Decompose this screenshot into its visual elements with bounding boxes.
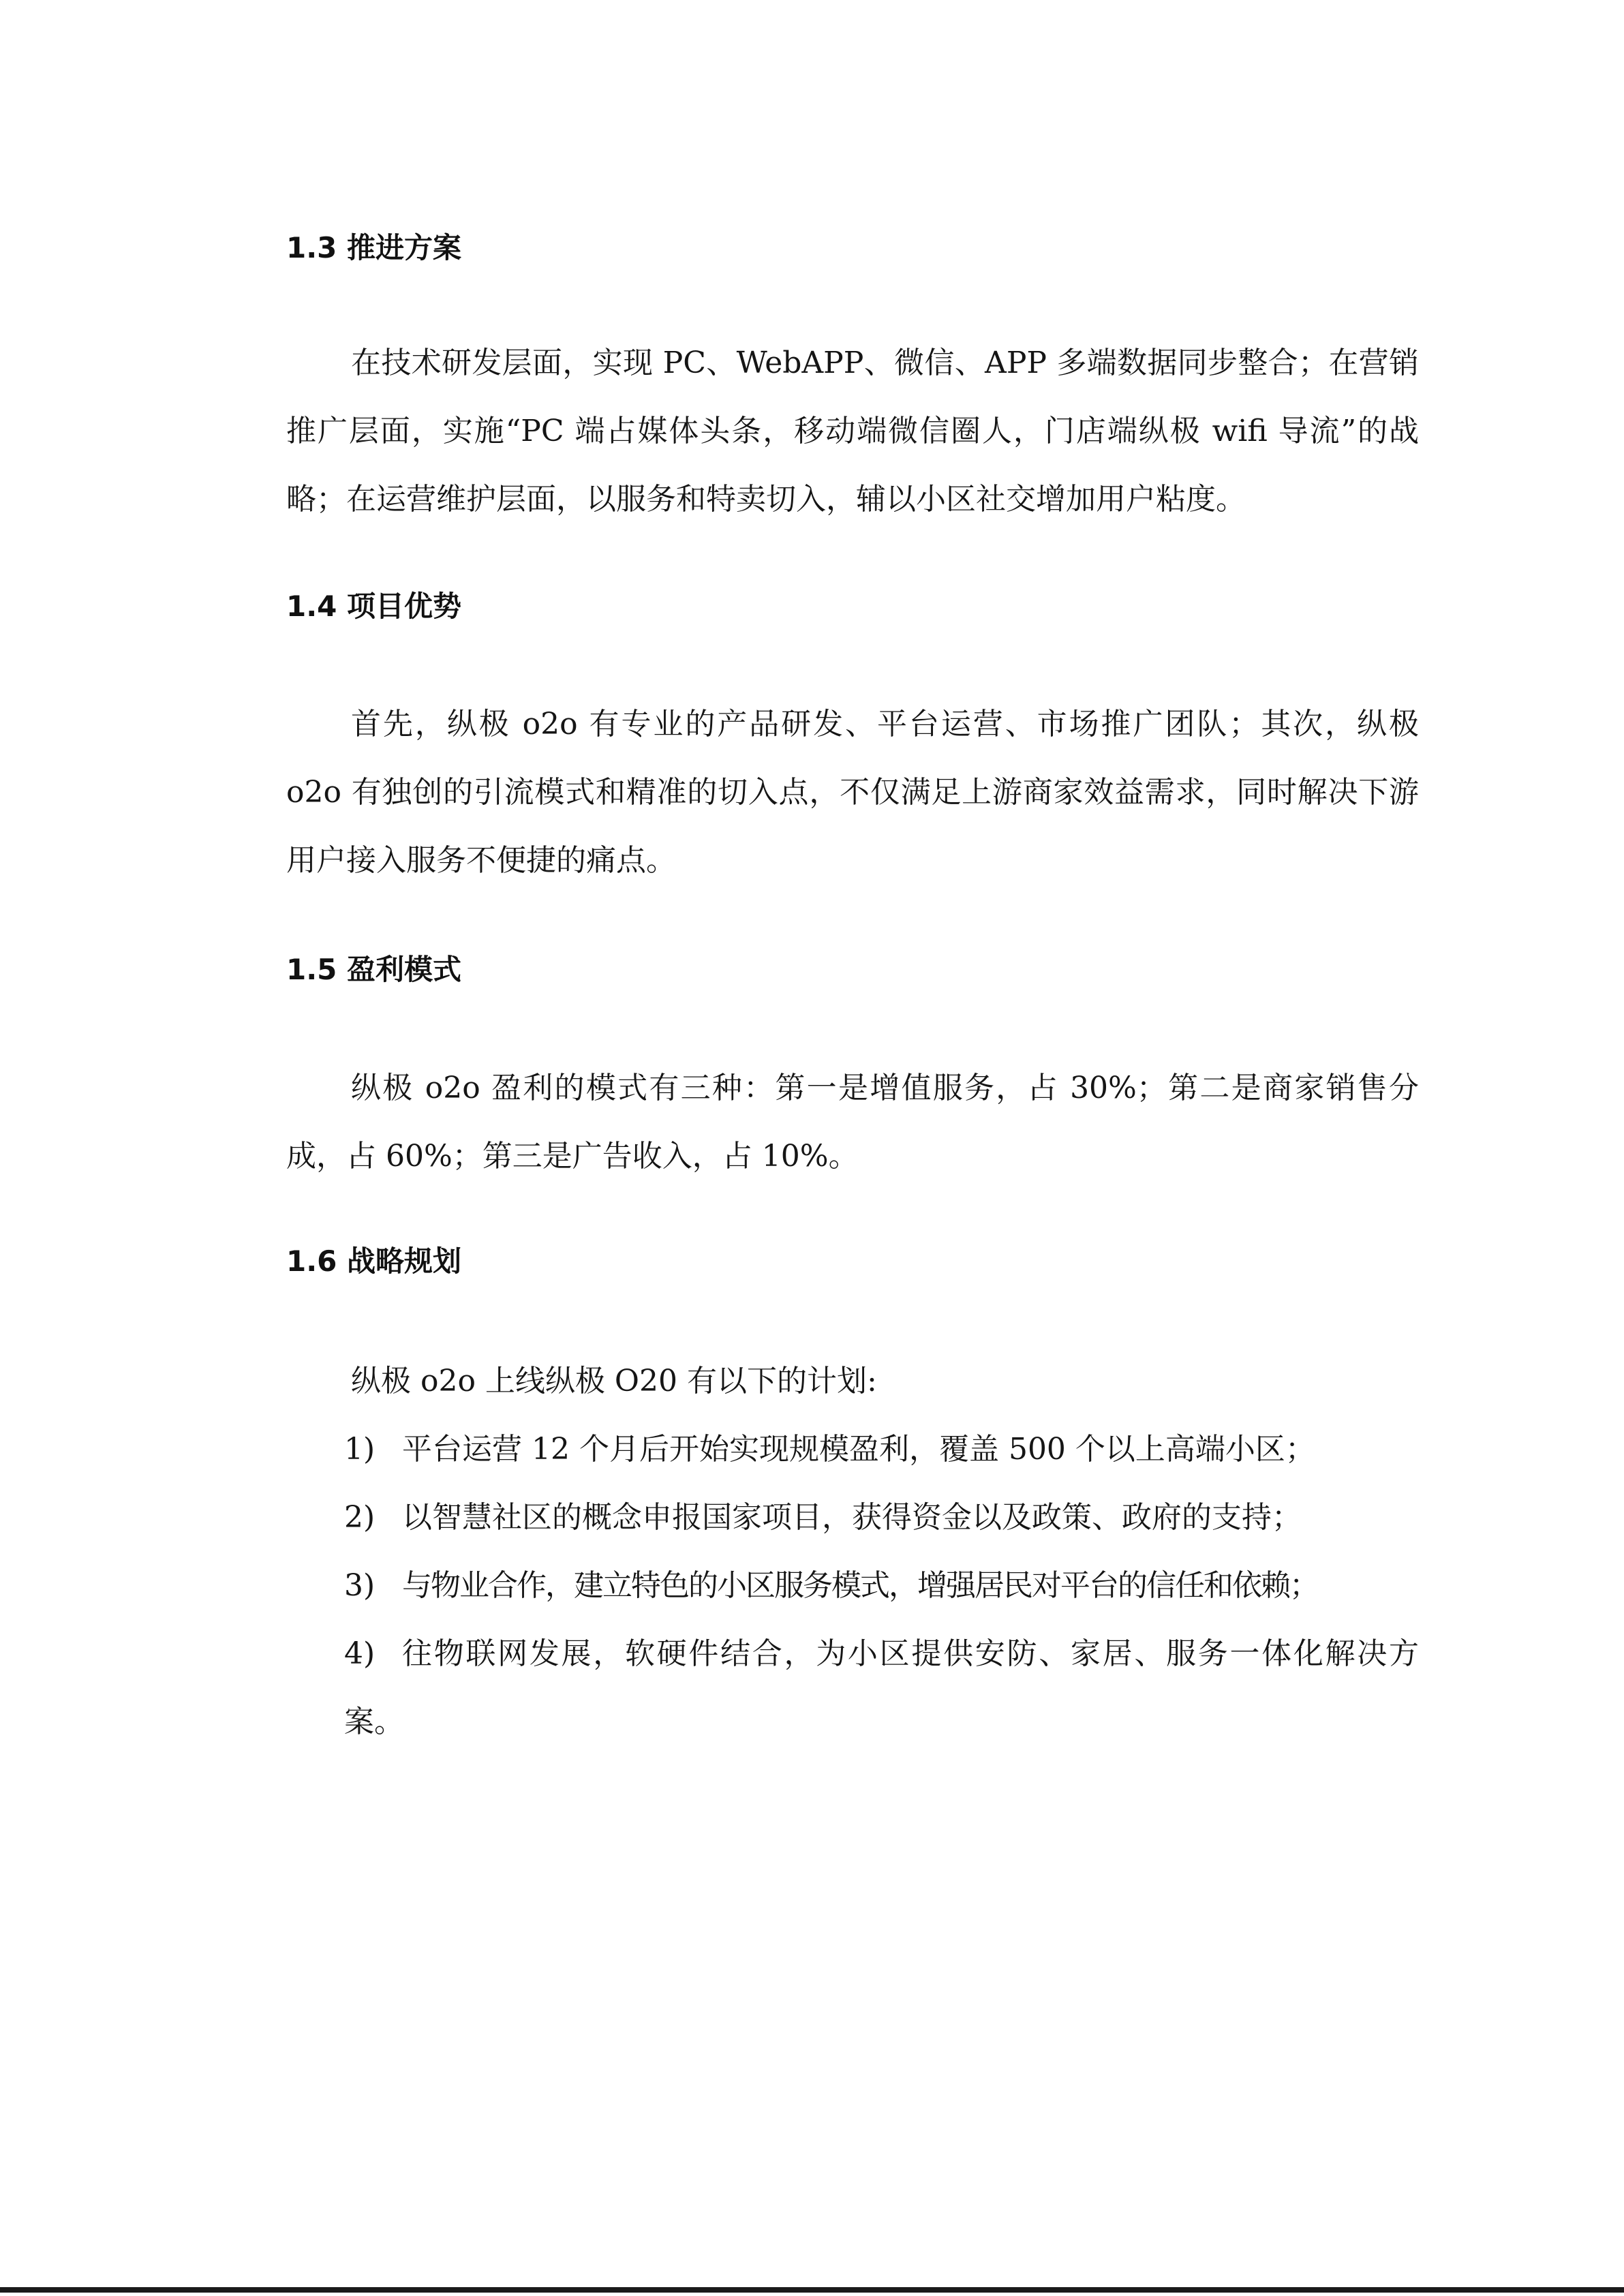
section-heading-1-6: 1.6 战略规划 (286, 1244, 462, 1278)
plan-item (344, 1552, 1419, 1620)
section-heading-1-4: 1.4 项目优势 (286, 590, 462, 623)
plan-item-number: 3) (344, 1568, 376, 1603)
plan-item-text: 以智慧社区的概念申报国家项目，获得资金以及政策、政府的支持； (402, 1500, 1302, 1535)
plan-item-text: 平台运营 12 个月后开始实现规模盈利，覆盖 500 个以上高端小区； (402, 1432, 1315, 1467)
section-body-1-3: 在技术研发层面，实现 PC、WebAPP、微信、APP 多端数据同步整合；在营销推广层面，实施“PC 端占媒体头条，移动端微信圈人，门店端纵极 wifi 导流”的战略；在运营维护层面，以服务和特卖切入，辅以小区社交增加用户粘度。 (286, 346, 1419, 517)
plan-item (344, 1484, 1419, 1552)
plan-item-number: 1) (344, 1432, 376, 1467)
plan-item-text: 与物业合作，建立特色的小区服务模式，增强居民对平台的信任和依赖； (402, 1568, 1318, 1603)
plan-item (344, 1620, 1419, 1756)
plan-item-number: 4) (344, 1636, 376, 1671)
plan-item-text: 往物联网发展，软硬件结合，为小区提供安防、家居、服务一体化解决方案。 (344, 1636, 1419, 1739)
section-body-1-5: 纵极 o2o 盈利的模式有三种：第一是增值服务，占 30%；第二是商家销售分成，占 60%；第三是广告收入，占 10%。 (286, 1071, 1419, 1174)
section-body-1-4: 首先，纵极 o2o 有专业的产品研发、平台运营、市场推广团队；其次，纵极 o2o 有独创的引流模式和精准的切入点，不仅满足上游商家效益需求，同时解决下游用户接入服务不便捷的痛点。 (286, 707, 1419, 878)
section-heading-1-5: 1.5 盈利模式 (286, 953, 462, 986)
plan-intro: 纵极 o2o 上线纵极 O20 有以下的计划: (351, 1364, 877, 1398)
section-heading-1-3: 1.3 推进方案 (286, 231, 462, 264)
plan-item (344, 1415, 1419, 1484)
bottom-edge-line (0, 2287, 1624, 2293)
plan-item-number: 2) (344, 1500, 376, 1535)
